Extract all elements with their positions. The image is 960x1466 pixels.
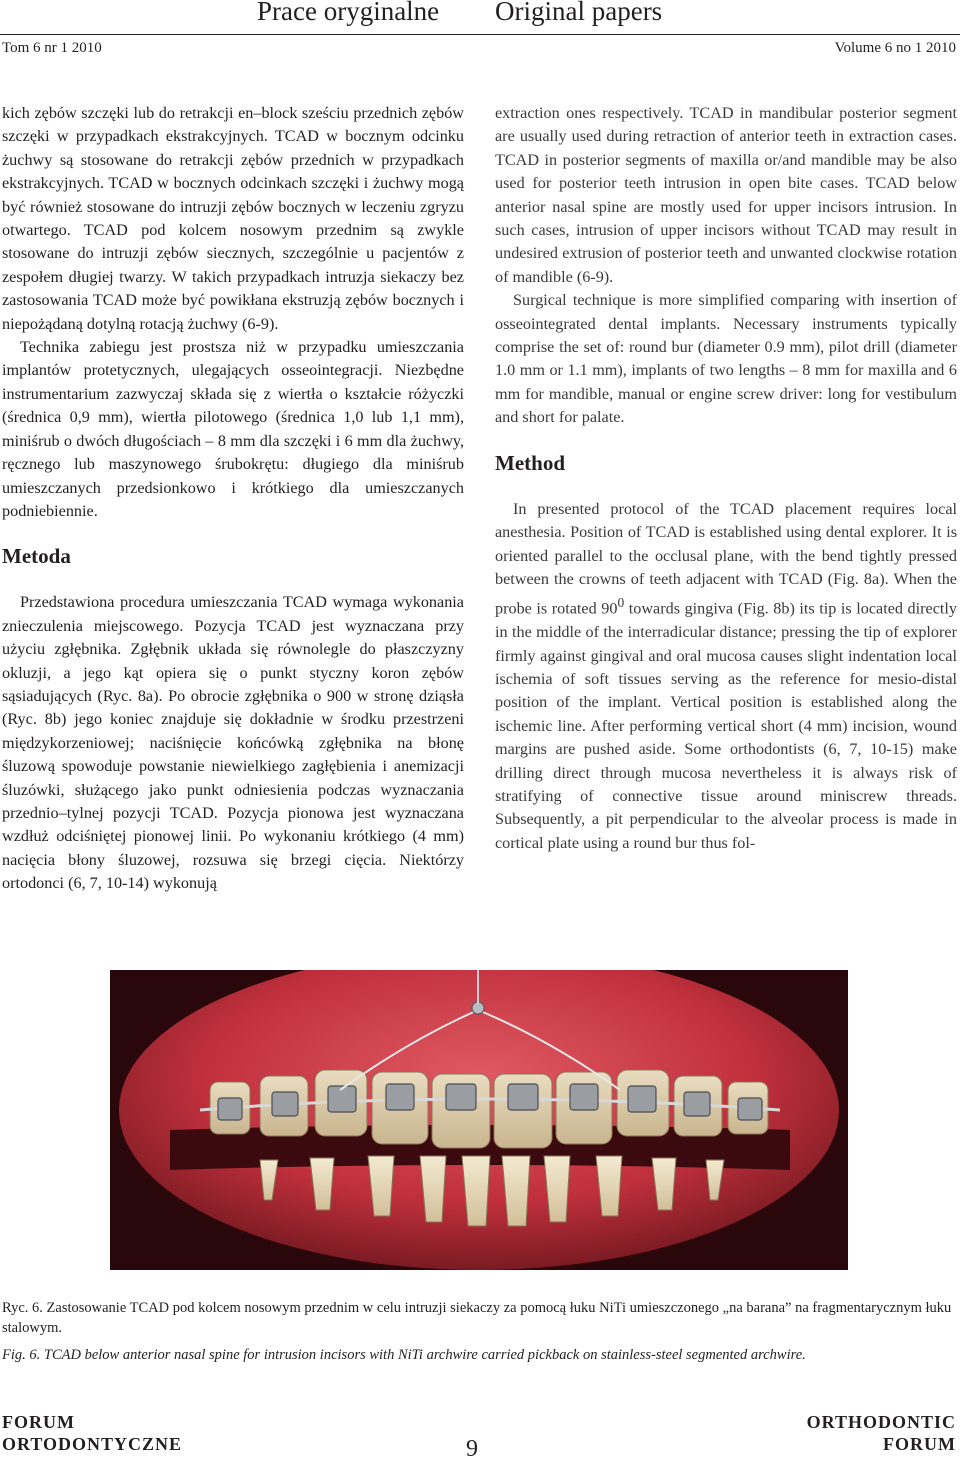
section-heading-metoda: Metoda [2,544,71,569]
paragraph: extraction ones respectively. TCAD in mandibular posterior segment are usually used during retraction of anterior teeth in extraction cases. TCAD in posterior segments of maxilla or/and mandible may be also used for posterior teeth intrusion in open bite cases. TCAD below anterior nasal spine are mostly used for upper incisors intrusion. In such cases, intrusion of upper incisors without TCAD may result in undesired extrusion of posterior teeth and unwanted clockwise rotation of mandible (6-9). [495,104,957,286]
teeth-with-braces-illustration [110,970,848,1270]
figure-caption-polish: Ryc. 6. Zastosowanie TCAD pod kolcem nosowym przednim w celu intruzji siekaczy za pomocą łuku NiTi umieszczonego „na barana” na fragmentarycznym łuku stalowym. [2,1300,952,1336]
paragraph: Przedstawiona procedura umieszczania TCAD wymaga wykonania znieczulenia miejscowego. Pozycja TCAD jest wyznaczana przy użyciu zgłębnika. Zgłębnik układa się równolegle do płaszczyzny okluzji, a jego kąt opiera się o punkt styczny koron zębów sąsiadujących (Ryc. 8a). Po obrocie zgłębnika o 900 w stronę dziąsła (Ryc. 8b) jego koniec znajduje się dokładnie w środku przestrzeni międzykorzeniowej; naciśnięcie końcówką zgłębnika na błonę śluzową spowoduje powstanie niewielkiego zagłębienia i anemizacji śluzówki, służącego jako punkt odniesienia podczas wyznaczania przednio–tylnej pozycji TCAD. Pozycja pionowa jest wyznaczana wzdłuż odciśniętej pionowej linii. Po wykonaniu krótkiego (4 mm) nacięcia błony śluzowej, rozsuwa się brzegi cięcia. Niektórzy ortodonci (6, 7, 10-14) wykonują [2,593,464,893]
paragraph: Surgical technique is more simplified comparing with insertion of osseointegrated dental implants. Necessary instruments typically comprise the set of: round bur (diameter 0.9 mm), pilot drill (diameter 1.0 mm or 1.1 mm), implants of two lengths – 8 mm for maxilla and 6 mm for mandible, manual or engine screw driver: long for vestibulum and short for palate. [495,291,957,427]
right-column-english [495,102,957,855]
intraoral-photograph [110,970,848,1270]
journal-name-line: FORUM [883,1434,956,1454]
paragraph-text-end: towards gingiva (Fig. 8b) its tip is located directly in the middle of the interradicular distance; pressing the tip of explorer firmly against gingival and oral mucosa causes slight indentation local ischemia of soft tissues serving as the reference for mesio-distal position of the implant. Vertical position is established along the ischemic line. After performing vertical short (4 mm) incision, wound margins are pushed aside. Some orthodontists (6, 7, 10-15) make drilling direct through mucosa nevertheless it is always risk of stratifying of connective tissue around miniscrew threads. Subsequently, a pit perpendicular to the alveolar process is made in cortical plate using a round bur thus fol- [495,599,957,852]
issue-info-english: Volume 6 no 1 2010 [834,40,956,56]
journal-name-line: ORTODONTYCZNE [2,1434,183,1454]
journal-name-line: ORTHODONTIC [806,1412,956,1432]
issue-info-polish: Tom 6 nr 1 2010 [2,40,102,56]
paragraph [495,498,957,855]
page-number: 9 [466,1436,478,1462]
paragraph: kich zębów szczęki lub do retrakcji en–block sześciu przednich zębów szczęki w przypadkach ekstrakcyjnych. TCAD w bocznym odcinku żuchwy są stosowane do retrakcji zębów przednich w przypadkach ekstrakcyjnych. TCAD w bocznych odcinkach szczęki i żuchwy mogą być również stosowane do intruzji zębów bocznych w leczeniu zgryzu otwartego. TCAD pod kolcem nosowym przednim są zwykle stosowane do intruzji zębów siecznych, szczególnie u pacjentów z zespołem długiej twarzy. W takich przypadkach intruzja siekaczy bez zastosowania TCAD może być powikłana ekstruzją zębów bocznych i niepożądaną dotylną rotacją żuchwy (6-9). [2,104,464,333]
degree-superscript: 0 [617,595,625,611]
journal-name-line: FORUM [2,1412,75,1432]
header-divider [0,34,960,35]
header-title-polish: Prace oryginalne [257,0,440,26]
paragraph-text-start: In presented protocol of the TCAD placement requires local anesthesia. Position of TCAD is established using dental explorer. It is oriented parallel to the occlusal plane, with the bend tightly pressed between the crowns of teeth adjacent with TCAD (Fig. 8a). When the probe is rotated 90 [495,499,957,618]
left-column-polish [2,102,464,896]
journal-name-english [807,1411,956,1455]
paragraph: Technika zabiegu jest prostsza niż w przypadku umieszczania implantów protetycznych, ulegających osseointegracji. Niezbędne instrumentarium zazwyczaj składa się z wiertła o kształcie różyczki (średnica 0,9 mm), wiertła pilotowego (średnica 1,0 lub 1,1 mm), miniśrub o dwóch długościach – 8 mm dla szczęki i 6 mm dla żuchwy, ręcznego lub maszynowego śrubokrętu: długiego dla miniśrub umieszczanych przedsionkowo i krótkiego dla umieszczanych podniebiennie. [2,338,464,520]
journal-name-polish [2,1411,182,1455]
figure-caption-english: Fig. 6. TCAD below anterior nasal spine for intrusion incisors with NiTi archwire carried pickback on stainless-steel segmented archwire. [2,1347,806,1363]
section-heading-method: Method [495,450,565,475]
header-title-english: Original papers [495,0,663,26]
running-header [0,0,960,30]
